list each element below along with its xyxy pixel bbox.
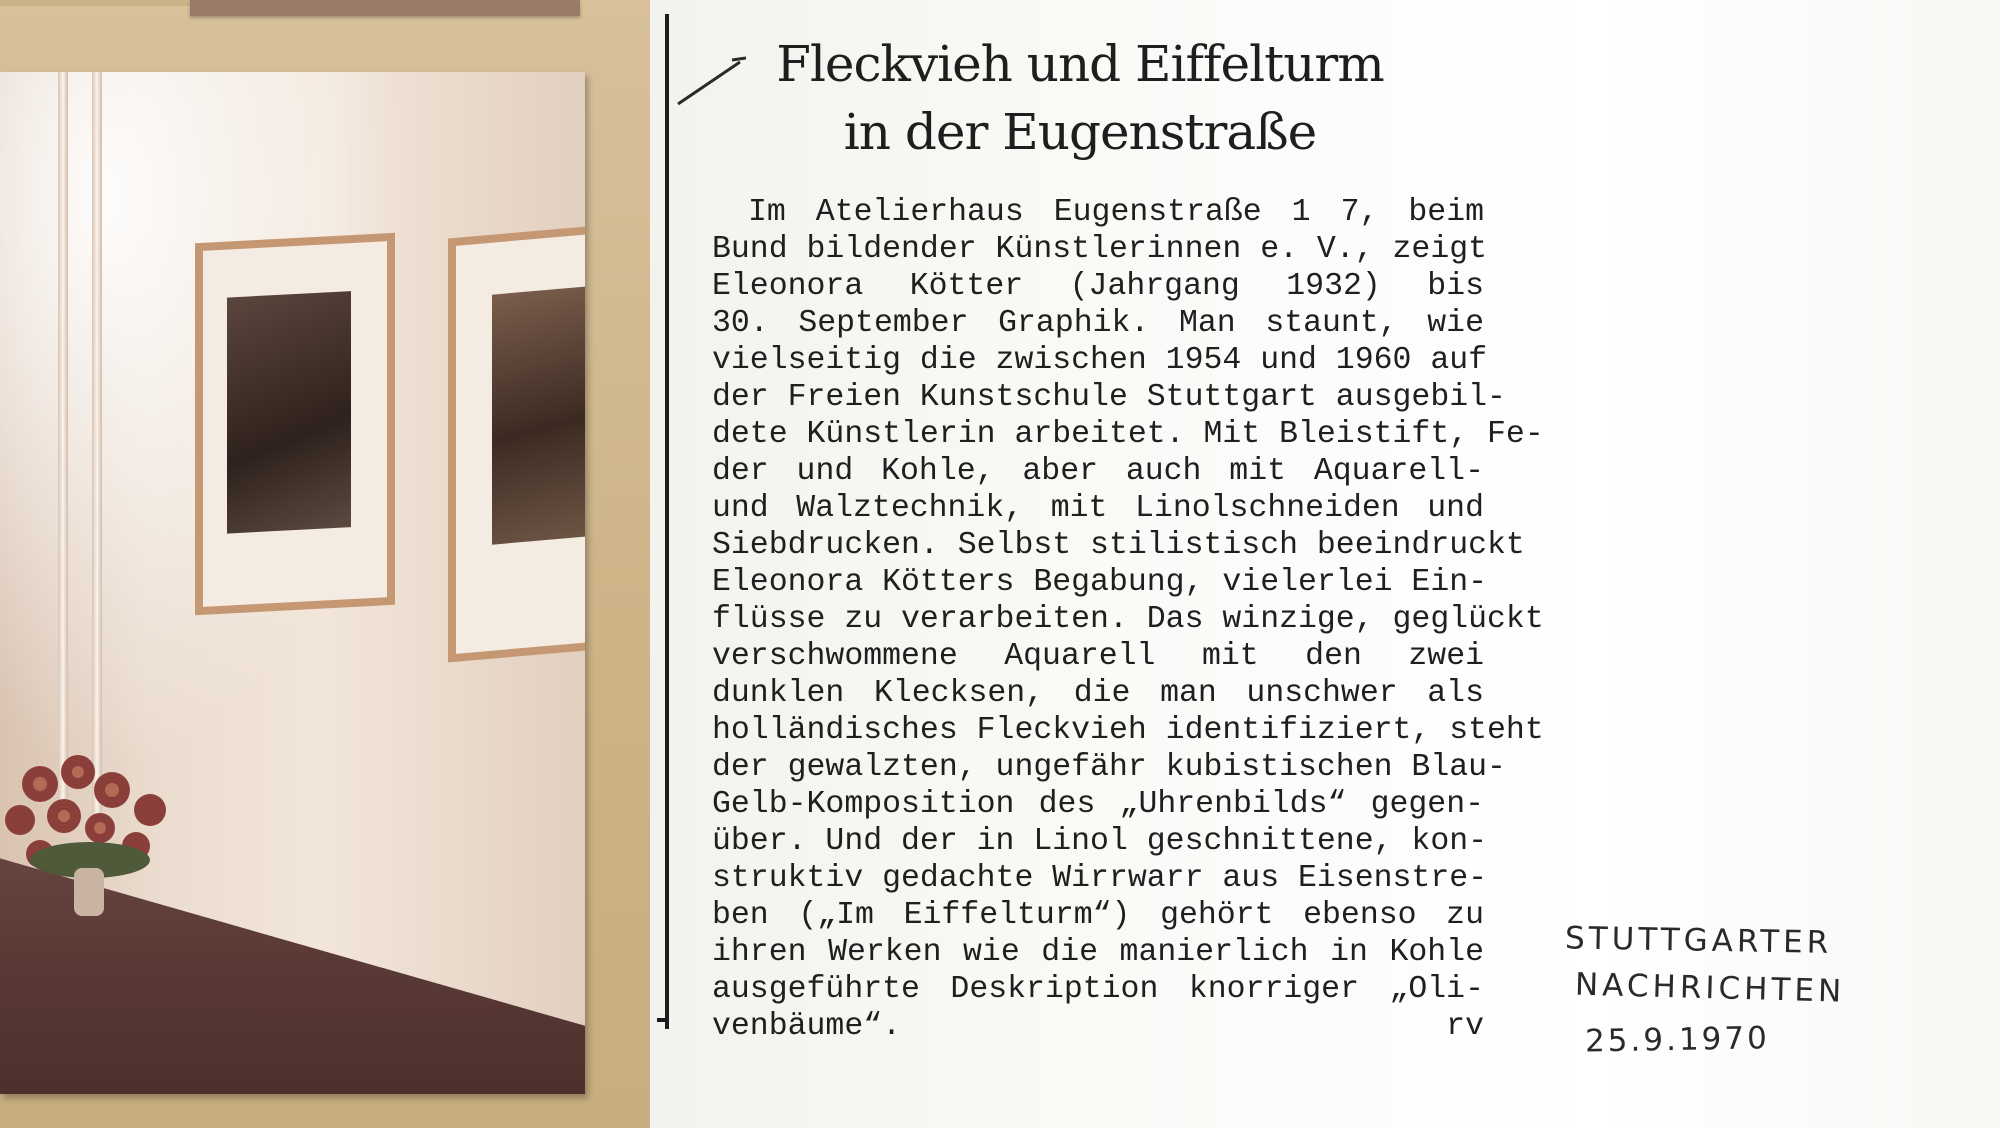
flower-vase	[0, 750, 185, 920]
article-line: ihren Werken wie die manierlich in Kohle	[712, 935, 1484, 970]
article-line: Eleonora Kötters Begabung, vielerlei Ein-	[712, 565, 1488, 600]
picture-frame	[448, 225, 585, 662]
article-line: venbäume“. rv	[712, 1009, 1484, 1044]
article-line: 30. September Graphik. Man staunt, wie	[712, 306, 1484, 341]
framed-artwork	[492, 286, 585, 545]
article-line: holländisches Fleckvieh identifiziert, steht	[712, 713, 1544, 748]
article-line: flüsse zu verarbeiten. Das winzige, geglückt	[712, 602, 1544, 637]
article-line: der und Kohle, aber auch mit Aquarell-	[712, 454, 1484, 489]
article-line: der Freien Kunstschule Stuttgart ausgebil-	[712, 380, 1506, 415]
article-line: verschwommene Aquarell mit den zwei	[712, 639, 1484, 674]
article-line: struktiv gedachte Wirrwarr aus Eisenstre-	[712, 861, 1488, 896]
article-line: der gewalzten, ungefähr kubistischen Blau-	[712, 750, 1506, 785]
photo-edge-top	[190, 0, 580, 16]
headline-line-2: in der Eugenstraße	[843, 103, 1317, 161]
article-body	[712, 194, 1544, 1045]
framed-artwork	[227, 291, 351, 533]
article-line: Eleonora Kötter (Jahrgang 1932) bis	[712, 269, 1484, 304]
handnote-date: 25.9.1970	[1584, 1020, 1771, 1060]
headline-line-1: Fleckvieh und Eiffelturm	[776, 35, 1384, 93]
article-line: Gelb-Komposition des „Uhrenbilds“ gegen-	[712, 787, 1484, 822]
column-rule-foot	[657, 1018, 669, 1022]
article-line: und Walztechnik, mit Linolschneiden und	[712, 491, 1484, 526]
exhibition-photo	[0, 72, 585, 1094]
article-line: vielseitig die zwischen 1954 und 1960 auf	[712, 343, 1488, 378]
article-line: dunklen Klecksen, die man unschwer als	[712, 676, 1484, 711]
article-line: dete Künstlerin arbeitet. Mit Bleistift, Fe-	[712, 417, 1544, 452]
picture-frame	[195, 233, 395, 615]
article-line: ben („Im Eiffelturm“) gehört ebenso zu	[712, 898, 1484, 933]
article-line: Siebdrucken. Selbst stilistisch beeindruckt	[712, 528, 1525, 563]
article-headline	[720, 30, 1440, 166]
article-line: über. Und der in Linol geschnittene, kon-	[712, 824, 1488, 859]
article-line: Bund bildender Künstlerinnen e. V., zeigt	[712, 232, 1488, 267]
handnote-source: STUTTGARTER	[1564, 920, 1833, 961]
photo-pipe	[92, 72, 102, 832]
column-rule	[665, 14, 669, 1029]
article-line: ausgeführte Deskription knorriger „Oli-	[712, 972, 1484, 1007]
article-line: Im Atelierhaus Eugenstraße 1 7, beim	[748, 195, 1484, 230]
handnote-source-2: NACHRICHTEN	[1574, 966, 1846, 1010]
photo-pipe	[58, 72, 68, 832]
album-edge	[0, 0, 190, 6]
handwritten-source-note	[1565, 918, 1985, 1062]
